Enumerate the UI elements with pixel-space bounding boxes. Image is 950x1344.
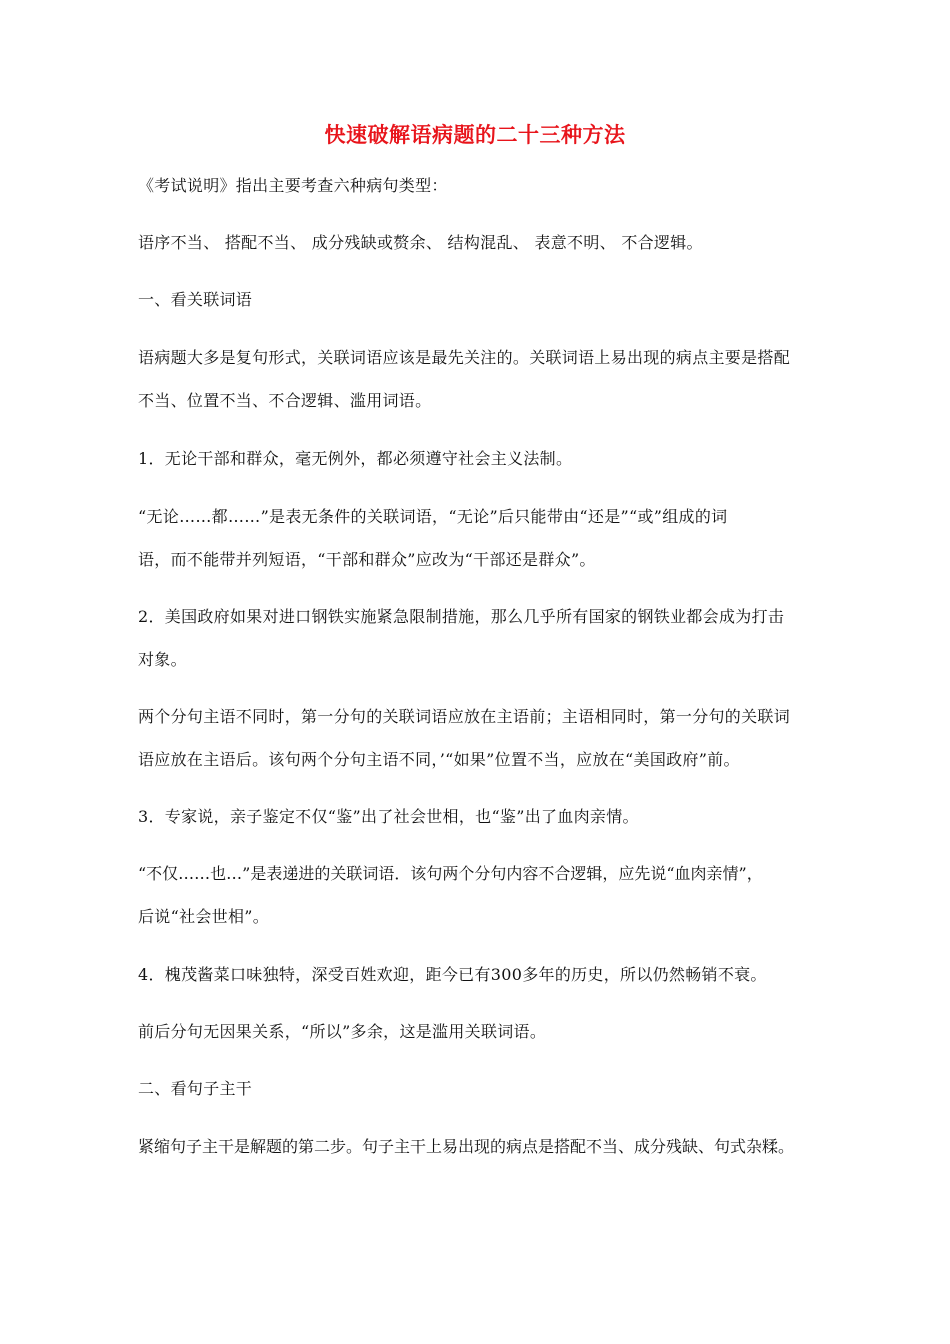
section-heading-1: 一、看关联词语 xyxy=(138,290,253,309)
explanation-line: 语应放在主语后。该句两个分句主语不同，’“如果”位置不当，应放在“美国政府”前。 xyxy=(138,750,740,769)
document-title: 快速破解语病题的二十三种方法 xyxy=(324,123,626,147)
example-2-cont: 对象。 xyxy=(138,650,187,669)
example-4: 4．槐茂酱菜口味独特，深受百姓欢迎，距今已有300多年的历史，所以仍然畅销不衰。 xyxy=(138,965,767,984)
paragraph-line: 紧缩句子主干是解题的第二步。句子主干上易出现的病点是搭配不当、成分残缺、句式杂糅。 xyxy=(138,1137,795,1156)
example-1: 1．无论干部和群众，毫无例外，都必须遵守社会主义法制。 xyxy=(138,449,573,468)
example-2: 2．美国政府如果对进口钢铁实施紧急限制措施，那么几乎所有国家的钢铁业都会成为打击 xyxy=(138,607,785,626)
intro-line: 《考试说明》指出主要考查六种病句类型： xyxy=(138,176,448,195)
explanation-line: 前后分句无因果关系，“所以”多余，这是滥用关联词语。 xyxy=(138,1022,547,1041)
explanation-line: 后说“社会世相”。 xyxy=(138,907,270,926)
explanation-line: “无论……都……”是表无条件的关联词语，“无论”后只能带由“还是”“或”组成的词 xyxy=(138,507,728,526)
error-types-line: 语序不当、 搭配不当、 成分残缺或赘余、 结构混乱、 表意不明、 不合逻辑。 xyxy=(138,233,703,252)
explanation-line: 两个分句主语不同时，第一分句的关联词语应放在主语前；主语相同时，第一分句的关联词 xyxy=(138,707,791,726)
section-heading-2: 二、看句子主干 xyxy=(138,1079,253,1098)
paragraph-line: 语病题大多是复句形式，关联词语应该是最先关注的。关联词语上易出现的病点主要是搭配 xyxy=(138,348,791,367)
explanation-line: “不仅……也…”是表递进的关联词语．该句两个分句内容不合逻辑，应先说“血肉亲情”， xyxy=(138,864,763,883)
explanation-line: 语，而不能带并列短语，“干部和群众”应改为“干部还是群众”。 xyxy=(138,550,596,569)
example-3: 3．专家说，亲子鉴定不仅“鉴”出了社会世相，也“鉴”出了血肉亲情。 xyxy=(138,807,639,826)
paragraph-line: 不当、位置不当、不合逻辑、滥用词语。 xyxy=(138,391,432,410)
